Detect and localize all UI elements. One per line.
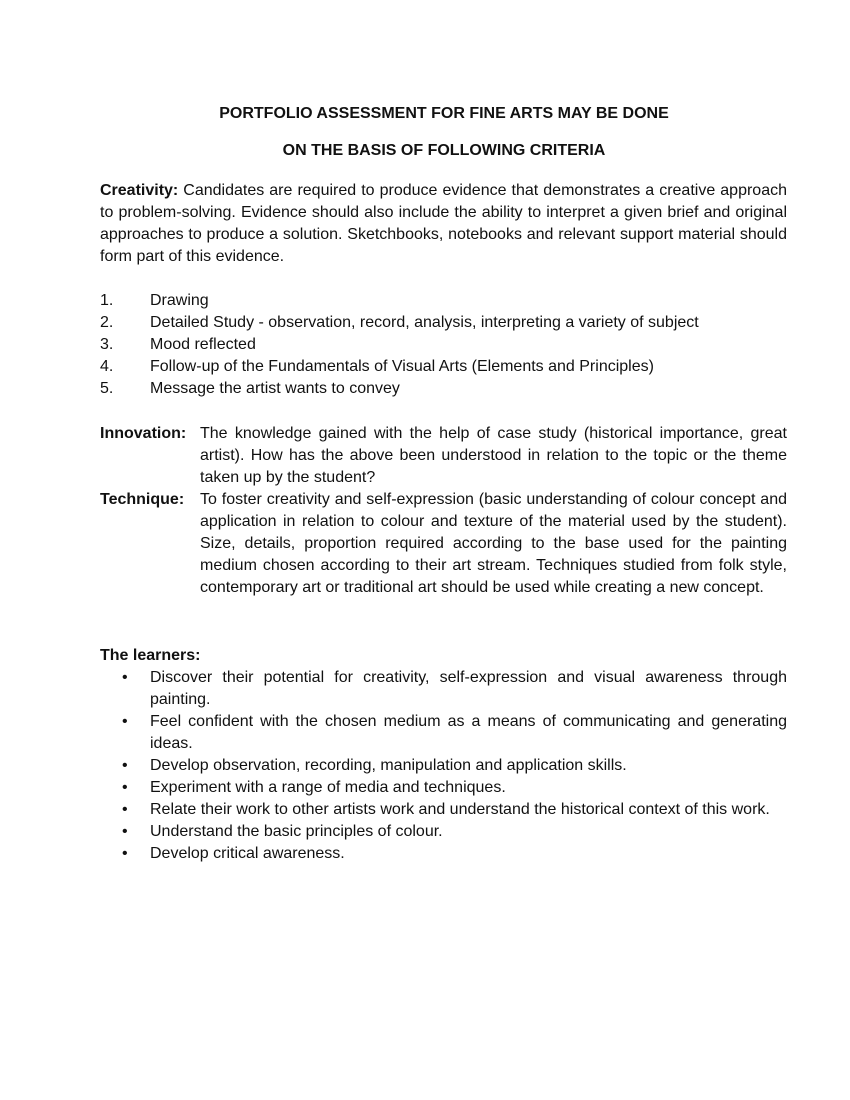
list-item: 2. Detailed Study - observation, record, analysis, interpreting a variety of subject [100, 314, 699, 331]
learners-bullet-list [100, 667, 787, 865]
technique-row [100, 489, 787, 599]
bullet-icon: • [122, 757, 128, 774]
list-item: 5. Message the artist wants to convey [100, 380, 400, 397]
list-item: • Develop observation, recording, manipulation and application skills. [100, 755, 787, 777]
creativity-text: Candidates are required to produce evidence that demonstrates a creative approach to problem-solving. Evidence should also include the ability to interpret a given brief and original approaches to produce a solution. Sketchbooks, notebooks and relevant support material should form part of this evidence. [100, 182, 787, 265]
list-item: 1. Drawing [100, 292, 209, 309]
technique-text: To foster creativity and self-expression (basic understanding of colour concept and application in relation to colour and texture of the material used by the student). Size, details, proportion required according to the base used for the painting medium chosen according to their art stream. Techniques studied from folk style, contemporary art or traditional art should be used while creating a new concept. [200, 491, 787, 596]
list-item: • Develop critical awareness. [100, 843, 787, 865]
list-item: • Relate their work to other artists work and understand the historical context of this work. [100, 799, 787, 821]
innovation-label: Innovation: [100, 425, 187, 442]
bullet-icon: • [122, 713, 128, 730]
creativity-label: Creativity: [100, 182, 179, 199]
bullet-icon: • [122, 845, 128, 862]
bullet-icon: • [122, 669, 128, 686]
bullet-icon: • [122, 823, 128, 840]
criteria-numbered-list [100, 290, 787, 400]
innovation-text: The knowledge gained with the help of case study (historical importance, great artist). How has the above been understood in relation to the topic or the theme taken up by the student? [200, 425, 787, 486]
list-item: • Experiment with a range of media and techniques. [100, 777, 787, 799]
innovation-row [100, 423, 787, 489]
creativity-paragraph [100, 180, 787, 268]
learners-heading: The learners: [100, 647, 201, 664]
list-item: 4. Follow-up of the Fundamentals of Visual Arts (Elements and Principles) [100, 358, 654, 375]
document-title-line-2: ON THE BASIS OF FOLLOWING CRITERIA [282, 142, 606, 159]
list-item: 3. Mood reflected [100, 336, 256, 353]
list-item: • Understand the basic principles of colour. [100, 821, 787, 843]
innovation-technique-section [100, 423, 787, 599]
technique-label: Technique: [100, 491, 185, 508]
bullet-icon: • [122, 779, 128, 796]
list-item: • Discover their potential for creativity, self-expression and visual awareness through painting. [100, 667, 787, 711]
document-title-line-1: PORTFOLIO ASSESSMENT FOR FINE ARTS MAY BE DONE [219, 105, 669, 122]
bullet-icon: • [122, 801, 128, 818]
list-item: • Feel confident with the chosen medium as a means of communicating and generating ideas. [100, 711, 787, 755]
